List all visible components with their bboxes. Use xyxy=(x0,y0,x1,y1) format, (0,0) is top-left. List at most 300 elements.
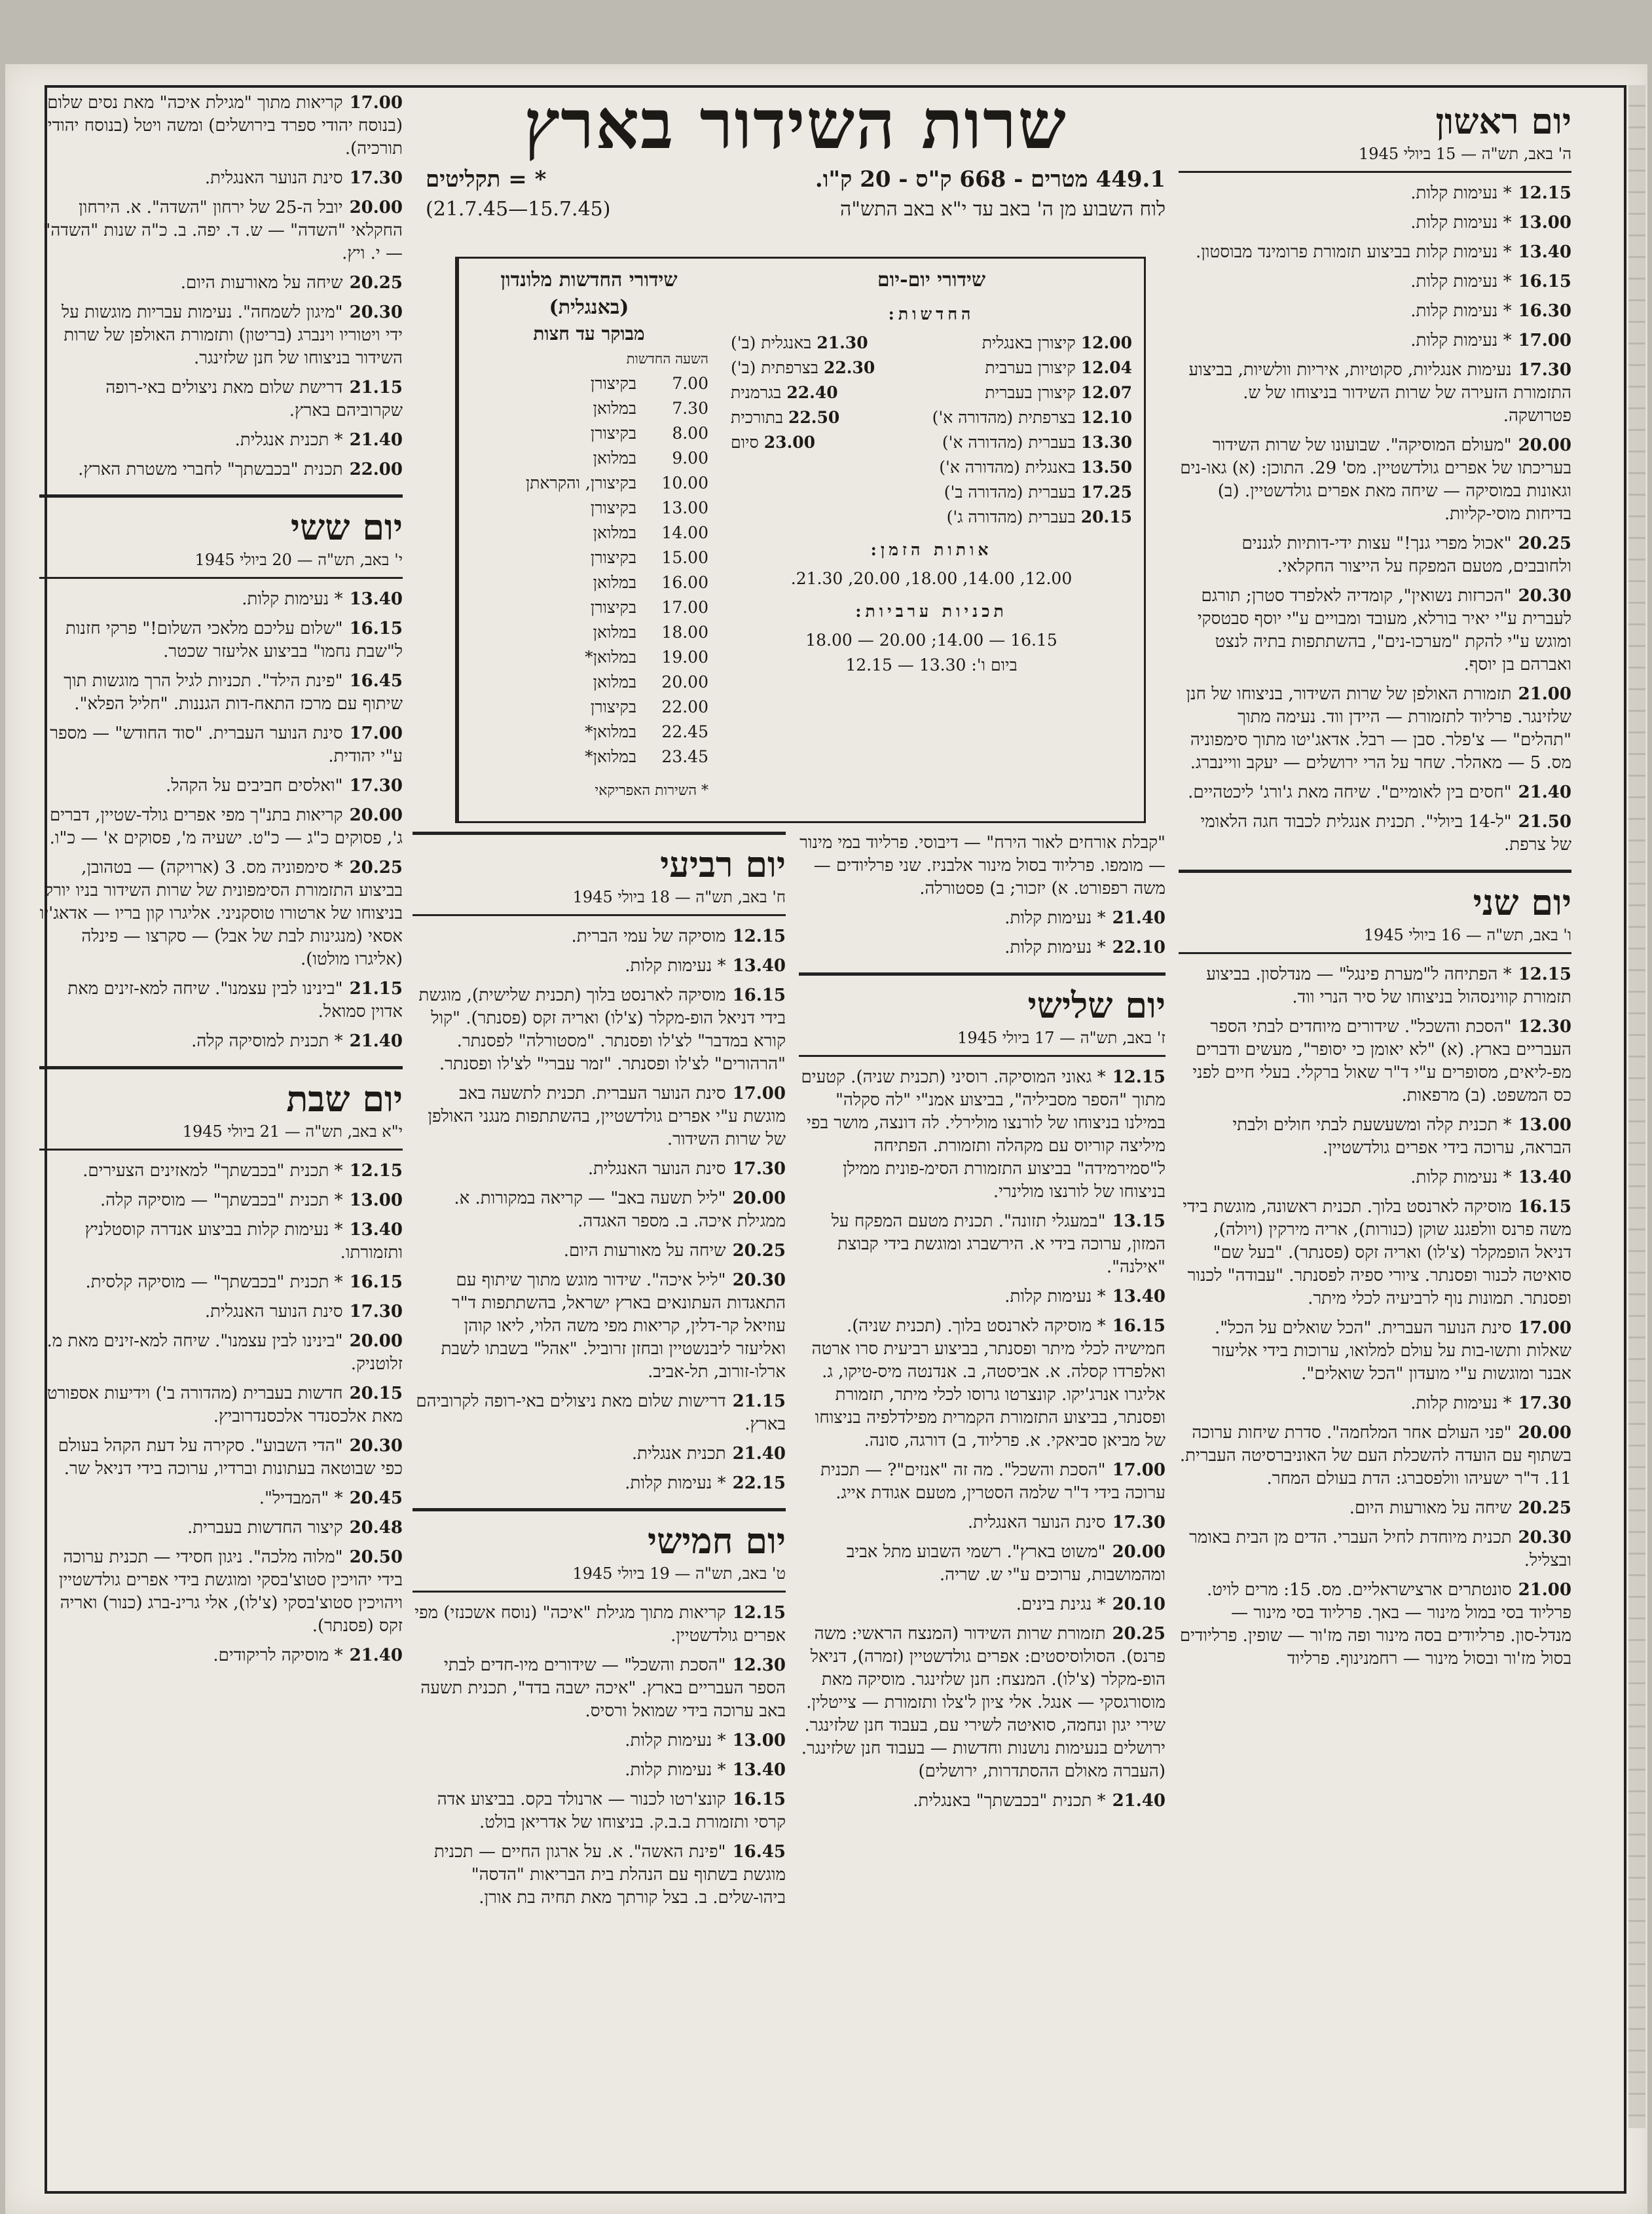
entry-time: 20.25 xyxy=(1518,1498,1571,1518)
entry-time: 20.45 xyxy=(349,1488,403,1508)
schedule-entry xyxy=(39,377,403,422)
entry-text: "שלום עליכם מלאכי השלום!" פרקי חזנות ל"שבת נחמו" בביצוע אליעזר שכטר. xyxy=(65,619,403,661)
london-row xyxy=(469,720,708,745)
london-text: במלואן xyxy=(593,573,636,592)
entry-text: * גאוני המוסיקה. רוסיני (תכנית שניה). קטעים מתוך "הספר מסביליה", בביצוע אמנ"י "לה סקלה" במילנו בניצוחו של לורנצו מולירלי. לה דונצה, מושר בפי מיליצה קוריוס עם מקהלה ותזמורת. הפתיחה ל"סמירמידה" בביצוע התזמורת הסימ-פונית ממילן בניצוחו של לורנצו מולינרי. xyxy=(801,1067,1166,1202)
schedule-entry xyxy=(39,1030,403,1053)
schedule-entry xyxy=(39,857,403,971)
london-row xyxy=(469,570,708,595)
week-line: לוח השבוע מן ה' באב עד י"א באב התש"ה xyxy=(839,198,1166,221)
schedule-entry xyxy=(39,1271,403,1294)
news-time: 12.07 xyxy=(1080,383,1132,402)
day-date: ו' באב, תש"ה — 16 ביולי 1945 xyxy=(1179,924,1571,954)
schedule-entry xyxy=(799,1790,1166,1813)
schedule-entry xyxy=(1179,811,1571,857)
entry-time: 20.15 xyxy=(349,1384,403,1403)
entry-text: * מוסיקה לארנסט בלוך. (תכנית שניה). חמישיה לכלי מיתר ופסנתר, בביצוע רביעית סרו ארטה ואלפרדו קסלה. א. אביסטה, ב. אנדנטה מיס-טיקו, ג. אליגרו אנרג'יקו. קונצרטו גרוסו לכלי מיתר, תזמורת ופסנתר, בביצוע התזמורת הקמרית מפילדלפיה בניצוחו של מביאן סביאקי. א. פרליוד, ב) דורגה, סונה. xyxy=(811,1316,1166,1450)
entry-time: 20.30 xyxy=(1518,1528,1571,1547)
entry-time: 17.00 xyxy=(349,93,403,113)
day-heading: יום ששי xyxy=(290,506,403,548)
binding-edge xyxy=(1628,85,1645,2128)
news-row xyxy=(731,380,1132,405)
entry-text: * הפתיחה ל"מערת פינגל" — מנדלסון. בביצוע תזמורת קווינסהול בניצוחו של סיר הנרי ווד. xyxy=(1206,965,1571,1007)
news-time: 17.25 xyxy=(1080,483,1132,502)
entries xyxy=(413,1602,786,1910)
entry-time: 13.40 xyxy=(1112,1287,1166,1306)
entry-text: "פינת הילד". תכניות לגיל הרך מוגשות תוך שיתוף עם מרכז התאח-דות הגננות. "חליל הפלא". xyxy=(64,671,403,714)
london-row xyxy=(469,695,708,720)
london-text: במלואן* xyxy=(585,648,636,667)
london-row xyxy=(469,471,708,496)
entry-text: "ליל איכה". שידור מוגש מתוך שיתוף עם התאגדות העתונאים בארץ ישראל, בהשתתפות ד"ר עוזיאל קר-דלין, קריאות מפי משה הלוי, ליאו קוהן ואליעזר ליבנשטיין ובחזן זרוביל. "אהל" בשבתו לשבת ארלו-זורוב, תל-אביב. xyxy=(441,1270,786,1382)
entry-time: 12.15 xyxy=(1518,965,1571,984)
entry-time: 17.30 xyxy=(732,1159,786,1179)
entry-time: 16.15 xyxy=(1112,1316,1166,1336)
schedule-entry xyxy=(39,458,403,481)
entry-text: קריאות מתוך "מגילת איכה" מאת נסים שלום (בנוסח יהודי ספרד בירושלים) ומשה ויטל (בנוסח יהודי תורכיה). xyxy=(47,93,403,158)
entry-text: מוסיקה של עמי הברית. xyxy=(571,927,726,946)
entry-time: 16.30 xyxy=(1518,301,1571,321)
schedule-entry xyxy=(39,722,403,768)
schedule-entry xyxy=(39,1517,403,1540)
london-text: בקיצורן xyxy=(590,598,636,617)
london-row xyxy=(469,620,708,645)
entry-text: מוסיקה לארנסט בלוך. תכנית ראשונה, מוגשת בידי משה פרנס וולפגנג שוקן (כנורות), אריה מירקין (ויולה), דניאל הופמקלר (צ'לו) ואריה זקס (פסנתר). "בעל שם" סואיטה לכנור ופסנתר. ציורי ספיה לפסנתר. "עבודה" לכנור ופסנתר. תמונות נוף לרביעיה לכלי מיתר. xyxy=(1183,1197,1571,1308)
entry-text: חדשות בעברית (מהדורה ב') וידיעות אספורט מאת אלכסנדר אלכסנדרוביץ. xyxy=(46,1384,403,1426)
london-time: 15.00 xyxy=(661,548,708,567)
entry-text: סינת הנוער האנגלית. xyxy=(587,1159,726,1179)
entry-time: 13.00 xyxy=(1518,213,1571,232)
schedule-entry xyxy=(799,1315,1166,1452)
news-time: 22.50 xyxy=(788,408,840,427)
entry-time: 12.30 xyxy=(732,1655,786,1675)
schedule-entry xyxy=(1179,585,1571,676)
schedule-entry xyxy=(39,978,403,1024)
entry-text: * מוסיקה לריקודים. xyxy=(213,1646,343,1665)
arabic-times: 16.15 — 14.00; 20.00 — 18.00 xyxy=(805,631,1057,650)
schedule-entry xyxy=(39,1435,403,1481)
entry-time: 21.40 xyxy=(349,1646,403,1665)
news-time: 22.30 xyxy=(823,358,875,377)
news-text: בתורכית xyxy=(731,408,783,427)
news-row xyxy=(731,430,1132,455)
london-text: במלואן xyxy=(593,523,636,542)
entry-text: "בינינו לבין עצמנו". שיחה למא-זינים מאת מ. זלוטניק. xyxy=(46,1331,403,1374)
schedule-entry xyxy=(799,1210,1166,1279)
schedule-entry xyxy=(1179,241,1571,264)
entry-text: "הסכת והשכל". מה זה "אנזים"? — תכנית ערוכה בידי ד"ר שלמה הסטרין, מטעם אגודת אייג. xyxy=(820,1460,1166,1503)
news-text: קיצורן בעברית xyxy=(985,383,1076,402)
schedule-entry xyxy=(1179,212,1571,234)
schedule-entry xyxy=(1179,1422,1571,1490)
schedule-entry xyxy=(799,1541,1166,1587)
entry-time: 21.15 xyxy=(349,979,403,999)
entry-time: 16.15 xyxy=(1518,1197,1571,1217)
day-date: י' באב, תש"ה — 20 ביולי 1945 xyxy=(39,549,403,579)
entry-time: 21.40 xyxy=(1518,783,1571,802)
news-time: 13.50 xyxy=(1080,458,1132,477)
entry-text: * נעימות קלות. xyxy=(1004,908,1106,928)
entry-text: * נעימות קלות. xyxy=(625,1473,726,1493)
entry-text: סינת הנוער האנגלית. xyxy=(967,1513,1106,1532)
entry-text: "משוט בארץ". רשמי השבוע מתל אביב ומהמושבות, ערוכים ע"י ש. שריה. xyxy=(846,1542,1166,1585)
entry-time: 20.10 xyxy=(1112,1595,1166,1614)
entry-text: * נעימות קלות. xyxy=(242,589,343,609)
news-text: קיצורן בערבית xyxy=(985,358,1076,377)
entry-text: מוסיקה לארנסט בלוך (תכנית שלישית), מוגשת בידי דניאל הופ-מקלר (צ'לו) ואריה זקס (פסנתר). "קול קורא במדבר" לצ'לו ופסנתר. "מסטורלה" לפסנתר. "הרהורים" לצ'לו ופסנתר. "זמר עברי" לצ'לו ופסנתר. xyxy=(418,986,786,1074)
london-text: במלואן xyxy=(593,449,636,468)
news-row xyxy=(731,331,1132,356)
entry-text: יובל ה-25 של ירחון "השדה". א. הירחון החקלאי "השדה" — ש. ד. יפה. ב. כ"ה שנות "השדה" — י. ויץ. xyxy=(43,198,403,263)
entry-text: * נעימות קלות. xyxy=(1410,183,1512,203)
entry-text: * תכנית קלה ומשעשעת לבתי חולים ולבתי הבראה, ערוכה בידי אפרים גולדשטיין. xyxy=(1232,1115,1571,1158)
schedule-entry xyxy=(1179,1016,1571,1107)
entry-text: שיחה על מאורעות היום. xyxy=(180,273,343,293)
schedule-entry xyxy=(39,1330,403,1376)
entry-text: תזמורת האולפן של שרות השידור, בניצוחו של חנן שלזינגר. פרליוד לתזמורת — היידן ווד. נעימה מתוך "תהלים" — צ'פלר. סבן — רבל. אדאג'יטו מתוך סימפוניה מס. 5 — מאהלר. שחר על הרי ירושלים — יעקב וויינברג. xyxy=(1186,684,1571,773)
day-date: י"א באב, תש"ה — 21 ביולי 1945 xyxy=(39,1120,403,1151)
entry-time: 16.45 xyxy=(349,671,403,691)
entry-text: סינת הנוער העברית. "הכל שואלים על הכל". שאלות ותשו-בות על עולם למלואו, ערוכות בידי אליעזר אבנר ומוגשות ע"י מועדון "הכל שואלים". xyxy=(1212,1318,1571,1384)
daily-schedule xyxy=(719,259,1144,821)
entry-time: 20.25 xyxy=(1518,534,1571,553)
london-row xyxy=(469,745,708,769)
schedule-entry xyxy=(413,1158,786,1181)
entry-text: * נעימות קלות. xyxy=(1410,1393,1512,1413)
schedule-entry xyxy=(413,1390,786,1436)
entry-text: "פני העולם אחר המלחמה". סדרת שיחות ערוכה בשתוף עם הועדה להשכלת העם של האוניברסיטה העברית. 11. ד"ר ישעיהו וולפסברג: הדת בעולם המחר. xyxy=(1179,1423,1571,1488)
entry-text: סינת הנוער העברית. תכנית לתשעה באב מוגשת ע"י אפרים גולדשטיין, בהשתתפות מנגני האולפן של שרות השידור. xyxy=(428,1084,786,1149)
entry-time: 13.40 xyxy=(349,1220,403,1240)
entry-text: סינת הנוער האנגלית. xyxy=(204,1302,343,1321)
day-heading: יום חמישי xyxy=(648,1520,786,1562)
schedule-entry xyxy=(39,1487,403,1510)
news-text: בצרפתית (מהדורה א') xyxy=(932,408,1076,427)
london-time: 22.00 xyxy=(661,697,708,716)
entry-text: * תכנית "בכבשתך" למאזינים הצעירים. xyxy=(83,1161,343,1181)
schedule-entry xyxy=(39,1160,403,1183)
schedule-entry xyxy=(413,1240,786,1263)
entry-text: תכנית מיוחדת לחיל העברי. הדים מן הבית באומר ובצליל. xyxy=(1189,1528,1571,1570)
london-text: בקיצורן xyxy=(590,697,636,716)
schedule-entry xyxy=(1179,1497,1571,1520)
london-note: * השירות האפריקאי xyxy=(595,783,708,799)
schedule-entry xyxy=(413,1759,786,1782)
entry-time: 21.40 xyxy=(349,1031,403,1051)
entry-text: תזמורת שרות השידור (המנצח הראשי: משה פרנס). הסולוסיסטים: אפרים גולדשטיין (זמרה), דניאל הופ-מקלר (צ'לו). המנצח: חנן שלזינגר. מוסיקה מאת מוסורגסקי — אנגל. אלי ציון ל'צלו ותזמורת — צייטלין. שירי יגון ונחמה, סואיטה לשירי עם, בעבוד חנן שלזינגר. ירושלים בנעימות נושנות וחדשות — בעבוד חנן שלזינגר. (העברה מאולם ההסתדרות, ירושלים) xyxy=(801,1624,1166,1781)
news-time: 21.30 xyxy=(817,333,868,352)
entry-time: 21.00 xyxy=(1518,684,1571,704)
schedule-entry xyxy=(413,1187,786,1233)
schedule-entry xyxy=(39,1189,403,1212)
entry-time: 13.00 xyxy=(349,1190,403,1210)
entry-text: * נעימות קלות. xyxy=(625,1760,726,1780)
entry-text: "מעולם המוסיקה". שבועונו של שרות השידור בעריכתו של אפרים גולדשטיין. מס' 29. התוכן: (א) גאו-נים וגאונות במוסיקה — שיחה מאת אפרים גולדשטיין. (ב) בדיחות מוסי-קליות. xyxy=(1180,435,1571,524)
entry-text: "ל-14 ביולי". תכנית אנגלית לכבוד חגה הלאומי של צרפת. xyxy=(1200,812,1571,855)
schedule-entry xyxy=(413,955,786,978)
entry-text: קונצ'רטו לכנור — ארנולד בקס. בביצוע אדה קרסי ותזמורת ב.ב.ק. בניצוחו של אדריאן בולט. xyxy=(437,1790,786,1832)
news-time: 12.04 xyxy=(1080,358,1132,377)
arabic-label: תכניות ערביות: xyxy=(855,602,1008,621)
schedule-entry xyxy=(1179,683,1571,775)
entry-text: סינת הנוער העברית. "סוד החודש" — מספר ע"י יהודית. xyxy=(50,724,403,766)
schedule-entry xyxy=(413,1729,786,1752)
entry-time: 13.40 xyxy=(732,956,786,976)
day-heading: יום שלישי xyxy=(1027,984,1166,1026)
london-row xyxy=(469,595,708,620)
frequencies: 449.1 מטרים - 668 ק"ס - 20 ק"ו. xyxy=(815,166,1166,193)
schedule-entry xyxy=(39,618,403,663)
london-row xyxy=(469,396,708,421)
entry-time: 17.00 xyxy=(732,1084,786,1103)
entry-text: "הכרזות נשואין", קומדיה לאלפרד סטרן; תורגם לעברית ע"י יאיר בורלא, מעובד ומבויים ע"י יוסף סבטסקי ומוגש ע"י להקת "מערכו-נים", בהשתתפות בתיה לנצט ואברהם בן יוסף. xyxy=(1197,586,1571,674)
entries xyxy=(799,832,1166,959)
schedule-entry xyxy=(39,804,403,850)
entry-time: 21.40 xyxy=(349,430,403,450)
news-row xyxy=(731,356,1132,380)
entry-text: * נעימות קלות. xyxy=(1410,301,1512,321)
schedule-entry xyxy=(1179,359,1571,428)
news-row xyxy=(731,480,1132,505)
schedule-entry xyxy=(799,907,1166,930)
entry-time: 20.00 xyxy=(1518,435,1571,455)
schedule-entry xyxy=(1179,1526,1571,1572)
entry-text: "במעגלי תזונה". תכנית מטעם המפקח על המזון, ערוכה בידי א. הירשברג ומוגשת בידי קבוצת "אילנה". xyxy=(831,1211,1166,1277)
arabic-friday: ביום ו': 13.30 — 12.15 xyxy=(845,655,1018,674)
entry-text: "אכול מפרי גנך!" עצות ידי-דותיות לגננים ולחובבים, מטעם המפקח על הייצור החקלאי. xyxy=(1241,534,1571,576)
schedule-entry xyxy=(413,1788,786,1834)
news-text: בעברית (מהדורה א') xyxy=(942,433,1076,452)
schedule-entry xyxy=(799,1593,1166,1616)
schedule-entry xyxy=(39,272,403,295)
london-text: בקיצורן xyxy=(590,498,636,517)
entry-text: "הדי השבוע". סקירה על דעת הקהל בעולם כפי שבוטאה בעתונות וברדיו, ערוכה בידי דניאל שר. xyxy=(58,1436,403,1479)
time-signals: 12.00, 14.00, 18.00, 20.00, 21.30. xyxy=(790,569,1073,588)
entry-time: 17.00 xyxy=(349,724,403,743)
entry-time: 20.25 xyxy=(732,1241,786,1261)
entry-text: * נעימות קלות. xyxy=(1410,331,1512,350)
schedule-entry xyxy=(39,588,403,611)
schedule-entry xyxy=(799,1285,1166,1308)
schedule-entry xyxy=(413,1654,786,1723)
entry-time: 21.40 xyxy=(732,1444,786,1464)
entry-time: 21.00 xyxy=(1518,1580,1571,1600)
entry-time: 22.10 xyxy=(1112,938,1166,957)
entry-time: 21.50 xyxy=(1518,812,1571,832)
entry-text: "ואלסים חביבים על הקהל. xyxy=(166,776,343,796)
news-text: בעברית (מהדורה ג') xyxy=(946,507,1076,526)
london-time: 7.30 xyxy=(672,399,708,418)
schedule-entry xyxy=(39,670,403,716)
entry-text: קריאות מתוך מגילת "איכה" (נוסח אשכנזי) מפי אפרים גולדשטיין. xyxy=(414,1603,786,1646)
london-row xyxy=(469,421,708,446)
schedule-entry xyxy=(1179,963,1571,1009)
entry-time: 20.00 xyxy=(349,198,403,217)
schedule-entry xyxy=(799,1066,1166,1204)
entry-time: 13.40 xyxy=(349,589,403,609)
news-label: החדשות: xyxy=(888,304,975,323)
entry-text: * נעימות קלות. xyxy=(1004,1287,1106,1306)
schedule-entry xyxy=(1179,434,1571,526)
news-text: סיום xyxy=(731,433,759,452)
schedule-entry xyxy=(1179,182,1571,205)
entry-time: 17.30 xyxy=(1518,360,1571,380)
entry-time: 17.30 xyxy=(1518,1393,1571,1413)
london-news xyxy=(457,259,719,821)
entry-text: * נעימות קלות בביצוע תזמורת פרומינד מבוסטון. xyxy=(1195,242,1512,262)
london-time: 7.00 xyxy=(672,374,708,393)
london-time: 14.00 xyxy=(661,523,708,542)
london-time: 9.00 xyxy=(672,449,708,468)
entry-text: סונטתרים ארצישראליים. מס. 15: מרים לויט. פרליוד בסי במול מינור — באך. פרליוד בסי מינור — מנדל-סון. פרליודים בסה מינור ופה מז'ור — שופין. פרליודים בסול מז'ור ובסול מינור — רחמנינוף. פרליוד xyxy=(1179,1580,1571,1669)
entry-time: 16.45 xyxy=(732,1842,786,1862)
entry-text: * תכנית למוסיקה קלה. xyxy=(191,1031,343,1051)
schedule-entry xyxy=(39,1301,403,1323)
entry-text: תכנית "בכבשתך" לחברי משטרת הארץ. xyxy=(78,460,343,479)
schedule-entry xyxy=(799,1511,1166,1534)
entry-time: 20.30 xyxy=(349,303,403,322)
entry-time: 17.30 xyxy=(349,776,403,796)
schedule-entry xyxy=(1179,1166,1571,1189)
entry-time: 12.15 xyxy=(1518,183,1571,203)
london-text: בקיצורן, והקראתן xyxy=(525,473,636,492)
schedule-entry xyxy=(1179,1392,1571,1415)
london-time: 16.00 xyxy=(661,573,708,592)
day-heading: יום ראשון xyxy=(1435,100,1571,142)
entry-time: 21.15 xyxy=(732,1392,786,1411)
entry-time: 16.15 xyxy=(349,1272,403,1292)
day-date: ח' באב, תש"ה — 18 ביולי 1945 xyxy=(413,886,786,916)
london-text: במלואן xyxy=(593,399,636,418)
london-list xyxy=(469,371,708,769)
entry-text: "מיגון לשמחה". נעימות עבריות מוגשות על ידי ויטוריו וינברג (בריטון) ותזמורת האולפן של שרות השידור בניצוחו של חנן שלזינגר. xyxy=(61,303,403,368)
london-time: 8.00 xyxy=(672,424,708,443)
day-heading: יום שבת xyxy=(286,1078,403,1120)
london-text: בקיצורן xyxy=(590,548,636,567)
news-time: 20.15 xyxy=(1080,507,1132,526)
column-thursday-friday-saturday xyxy=(39,92,403,2187)
schedule-entry xyxy=(413,984,786,1076)
entry-time: 16.15 xyxy=(1518,272,1571,291)
london-text: בקיצורן xyxy=(590,374,636,393)
news-text: בעברית (מהדורה ב') xyxy=(944,483,1076,502)
column-wednesday-thursday xyxy=(413,832,786,2187)
entry-text: "בינינו לבין עצמנו". שיחה למא-זינים מאת אדוין סמואל. xyxy=(67,979,403,1022)
entry-time: 12.30 xyxy=(1518,1017,1571,1037)
news-time: 12.10 xyxy=(1080,408,1132,427)
london-text: במלואן xyxy=(593,623,636,642)
entry-time: 20.48 xyxy=(349,1518,403,1538)
london-row xyxy=(469,371,708,396)
schedule-entry xyxy=(413,925,786,948)
entry-time: 20.30 xyxy=(349,1436,403,1456)
entry-time: 17.30 xyxy=(349,1302,403,1321)
schedule-entry xyxy=(413,1082,786,1151)
london-time: 20.00 xyxy=(661,673,708,692)
entry-text: * נעימות קלות. xyxy=(1410,213,1512,232)
entries xyxy=(413,925,786,1495)
entry-text: * סימפוניה מס. 3 (ארויקה) — בטהובן, בביצוע התזמורת הסימפונית של שרות השידור בניו יורק בניצוחו של ארטורו טוסקניני. אליגרו קון בריו — אדאג'יו אסאי (מנגינות לבת של אבל) — סקרצו — פינלה (אליגרו מולטו). xyxy=(39,858,403,969)
entry-text: "מלוה מלכה". ניגון חסידי — תכנית ערוכה בידי יהויכין סטוצ'בסקי ומוגשת בידי אפרים גולדשטיין ויהויכין סטוצ'בסקי (צ'לו), אלי גרינ-ברג (כנור) ואריה זקס (פסנתר). xyxy=(58,1547,403,1636)
entry-text: * תכנית "בכבשתך" באנגלית. xyxy=(913,1791,1106,1811)
entry-time: 20.25 xyxy=(1112,1624,1166,1644)
entry-time: 12.15 xyxy=(732,927,786,946)
schedule-entry xyxy=(39,196,403,265)
schedule-entry xyxy=(413,1602,786,1648)
entry-time: 13.40 xyxy=(732,1760,786,1780)
entry-text: * נגינת בינים. xyxy=(1016,1595,1106,1614)
schedule-entry xyxy=(39,92,403,160)
london-text: במלואן* xyxy=(585,747,636,766)
records-legend: * = תקליטים xyxy=(426,166,547,193)
entries xyxy=(39,1160,403,1667)
entry-time: 20.00 xyxy=(349,805,403,825)
schedule-entry xyxy=(1179,1114,1571,1160)
week-dates: (15.7.45—21.7.45) xyxy=(426,198,611,221)
masthead xyxy=(426,85,1166,224)
entry-text: * תכנית אנגלית. xyxy=(234,430,343,450)
news-text: בצרפתית (ב') xyxy=(731,358,818,377)
london-row xyxy=(469,545,708,570)
entry-time: 17.30 xyxy=(1112,1513,1166,1532)
entry-time: 12.15 xyxy=(1112,1067,1166,1087)
london-time: 18.00 xyxy=(661,623,708,642)
entry-text: דרישת שלום מאת ניצולים באי-רופה שקרוביהם בארץ. xyxy=(105,378,403,420)
news-text: בגרמנית xyxy=(731,383,782,402)
daily-title: שידורי יום-יום xyxy=(877,268,986,291)
london-time: 10.00 xyxy=(661,473,708,492)
entry-time: 13.40 xyxy=(1518,1168,1571,1187)
entry-text: שיחה על מאורעות היום. xyxy=(563,1241,726,1261)
entry-time: 22.00 xyxy=(349,460,403,479)
day-date: ז' באב, תש"ה — 17 ביולי 1945 xyxy=(799,1027,1166,1057)
schedule-entry xyxy=(413,1269,786,1384)
schedule-entry xyxy=(1179,1317,1571,1386)
entry-time: 20.30 xyxy=(1518,586,1571,606)
news-time: 13.30 xyxy=(1080,433,1132,452)
schedule-entry xyxy=(413,1841,786,1910)
entry-text: קריאות בתנ"ך מפי אפרים גולד-שטיין, דברים ג', פסוקים כ"ג — כ"ט. ישעיה מ', פסוקים א' — כ"ו. xyxy=(49,805,403,848)
entry-time: 12.15 xyxy=(349,1161,403,1181)
schedule-entry xyxy=(39,1546,403,1638)
entry-time: 17.00 xyxy=(1112,1460,1166,1480)
london-row xyxy=(469,645,708,670)
day-heading: יום שני xyxy=(1473,881,1571,923)
entries xyxy=(799,1066,1166,1813)
entry-time: 20.00 xyxy=(349,1331,403,1351)
schedule-entry xyxy=(1179,781,1571,804)
schedule-entry xyxy=(799,832,1166,900)
london-sub: מבוקר עד חצות xyxy=(533,323,645,344)
entry-text: "פינת האשה". א. על ארגון החיים — תכנית מוגשת בשתוף עם הנהלת בית הבריאות "הדסה" ביהו-שלים. ב. בצל קורתך מאת תחיה בת אורן. xyxy=(433,1842,786,1908)
entries xyxy=(1179,182,1571,857)
entry-time: 20.30 xyxy=(732,1270,786,1290)
column-tuesday xyxy=(799,832,1166,2187)
london-time: 17.00 xyxy=(661,598,708,617)
entry-text: * תכנית "בכבשתך" — מוסיקה קלה. xyxy=(100,1190,343,1210)
entry-text: * תכנית "בכבשתך" — מוסיקה קלסית. xyxy=(85,1272,343,1292)
schedule-entry xyxy=(1179,1196,1571,1310)
news-list xyxy=(731,331,1132,530)
schedule-entry xyxy=(39,167,403,190)
entry-time: 12.15 xyxy=(732,1603,786,1623)
entry-time: 17.00 xyxy=(1518,1318,1571,1338)
entry-text: * נעימות קלות. xyxy=(1004,938,1106,957)
news-row xyxy=(731,505,1132,530)
news-row xyxy=(731,405,1132,430)
london-row xyxy=(469,670,708,695)
entry-time: 20.00 xyxy=(732,1189,786,1208)
